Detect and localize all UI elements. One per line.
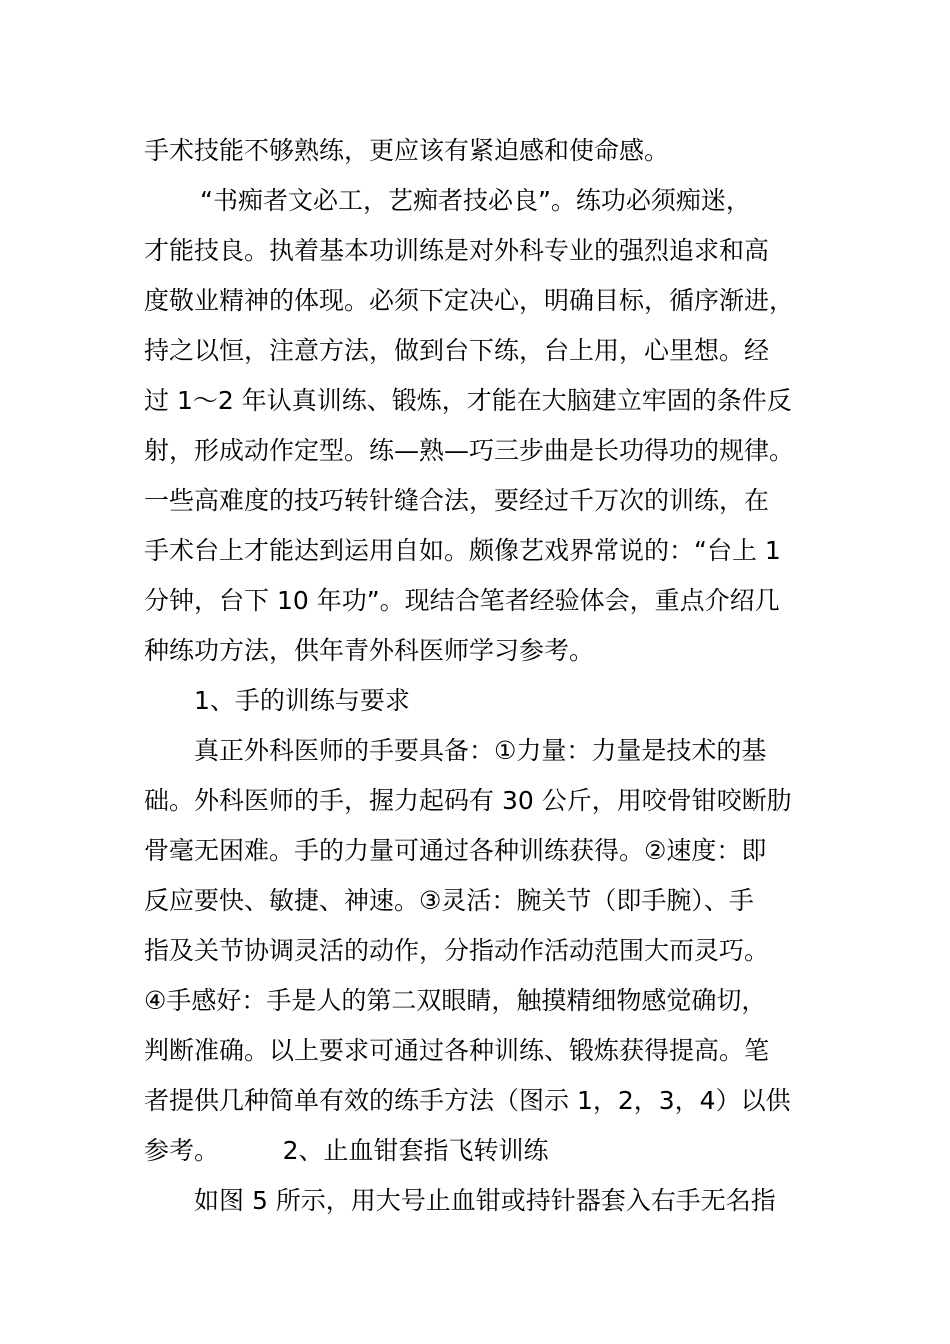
text-line: 分钟，台下 10 年功”。现结合笔者经验体会，重点介绍几: [144, 586, 780, 615]
text-line: 真正外科医师的手要具备：①力量：力量是技术的基: [194, 736, 767, 765]
text-line: 础。外科医师的手，握力起码有 30 公斤，用咬骨钳咬断肋: [144, 786, 792, 815]
text-line: 判断准确。以上要求可通过各种训练、锻炼获得提高。笔: [144, 1036, 770, 1065]
text-line: 反应要快、敏捷、神速。③灵活：腕关节（即手腕）、手: [144, 886, 754, 915]
text-line: 才能技良。执着基本功训练是对外科专业的强烈追求和高: [144, 236, 770, 265]
text-line: 种练功方法，供年青外科医师学习参考。: [144, 636, 595, 665]
text-line: 持之以恒，注意方法，做到台下练，台上用，心里想。经: [144, 336, 770, 365]
text-line: 者提供几种简单有效的练手方法（图示 1，2，3，4）以供: [144, 1086, 791, 1115]
text-line: 过 1～2 年认真训练、锻炼，才能在大脑建立牢固的条件反: [144, 386, 792, 415]
text-line: ④手感好：手是人的第二双眼睛，触摸精细物感觉确切，: [144, 986, 767, 1015]
text-line: 手术技能不够熟练，更应该有紧迫感和使命感。: [144, 136, 670, 165]
text-line: 手术台上才能达到运用自如。颇像艺戏界常说的：“台上 1: [144, 536, 781, 565]
text-line: 参考。 2、止血钳套指飞转训练: [144, 1136, 549, 1165]
text-line: 度敬业精神的体现。必须下定决心，明确目标，循序渐进，: [144, 286, 795, 315]
text-line: 指及关节协调灵活的动作，分指动作活动范围大而灵巧。: [144, 936, 770, 965]
text-line: 骨毫无困难。手的力量可通过各种训练获得。②速度：即: [144, 836, 767, 865]
text-line: 如图 5 所示，用大号止血钳或持针器套入右手无名指: [194, 1186, 776, 1215]
text-line: “书痴者文必工，艺痴者技必良”。练功必须痴迷，: [200, 186, 751, 215]
text-line: 一些高难度的技巧转针缝合法，要经过千万次的训练，在: [144, 486, 770, 515]
section-heading: 1、手的训练与要求: [194, 686, 410, 715]
text-line: 射，形成动作定型。练—熟—巧三步曲是长功得功的规律。: [144, 436, 795, 465]
